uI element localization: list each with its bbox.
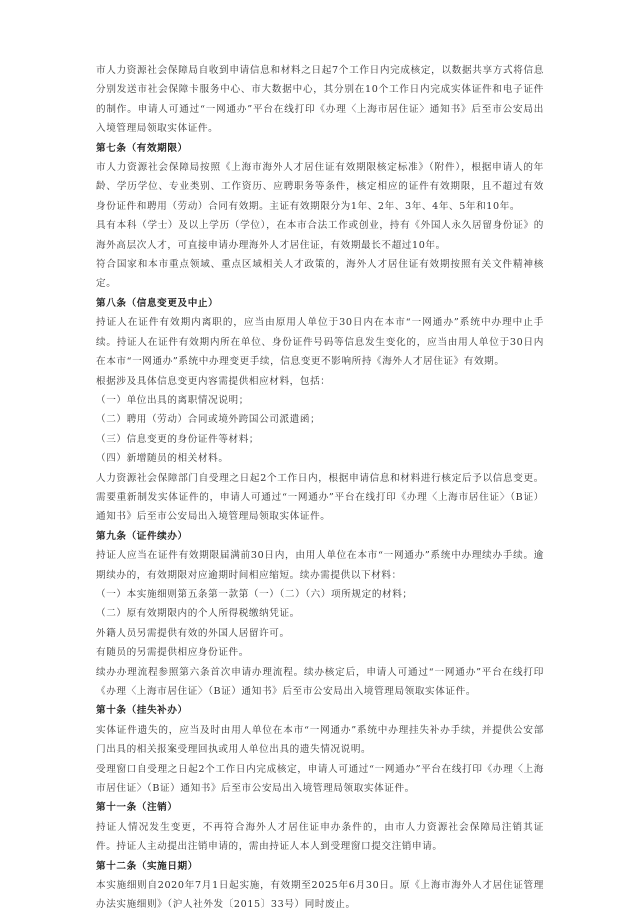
article-10-p1: 实体证件遗失的，应当及时由用人单位在本市“一网通办”系统中办理挂失补办手续，并提供公安部门出具的相关报案受理回执或用人单位出具的遗失情况说明。 <box>96 724 544 756</box>
list-item: （二）聘用（劳动）合同或境外跨国公司派遣函； <box>96 414 321 426</box>
article-11-p1: 持证人情况发生变更，不再符合海外人才居住证申办条件的，由市人力资源社会保障局注销其证件。持证人主动提出注销申请的，需由持证人本人到受理窗口提交注销申请。 <box>96 821 544 853</box>
list-item: （一）本实施细则第五条第一款第（一）（二）（六）项所规定的材料； <box>96 588 413 600</box>
article-7-p2: 具有本科（学士）及以上学历（学位），在本市合法工作或创业，持有《外国人永久居留身份证》的海外高层次人才，可直接申请办理海外人才居住证，有效期最长不超过10年。 <box>96 220 544 251</box>
article-9-p2: 外籍人员另需提供有效的外国人居留许可。 <box>96 627 290 639</box>
article-10-p2: 受理窗口自受理之日起2个工作日内完成核定，申请人可通过“一网通办”平台在线打印《办理〈上海市居住证〉（B证）通知书》后至市公安局出入境管理局领取实体证件。 <box>96 763 544 795</box>
article-8-p1: 持证人在证件有效期内离职的，应当由原用人单位于30日内在本市“一网通办”系统中办理中止手续。持证人在证件有效期内所在单位、身份证件号码等信息发生变化的，应当由用人单位于30日内在本市“一网通办”系统中办理变更手续，信息变更不影响所持《海外人才居住证》有效期。 <box>96 317 544 368</box>
article-8-p2: 根据涉及具体信息变更内容需提供相应材料，包括： <box>96 375 331 387</box>
article-8-p3: 人力资源社会保障部门自受理之日起2个工作日内，根据申请信息和材料进行核定后予以信息变更。需要重新制发实体证件的，申请人可通过“一网通办”平台在线打印《办理〈上海市居住证〉（B证）通知书》后至市公安局出入境管理局领取实体证件。 <box>96 472 544 523</box>
article-8-list <box>96 391 544 469</box>
list-item: （二）原有效期限内的个人所得税缴纳凭证。 <box>96 608 300 620</box>
article-7-title: 第七条（有效期限） <box>96 142 188 154</box>
article-11-title: 第十一条（注销） <box>96 802 178 814</box>
article-9-p1: 持证人应当在证件有效期限届满前30日内，由用人单位在本市“一网通办”系统中办理续办手续。逾期续办的，有效期限对应逾期时间相应缩短。续办需提供以下材料： <box>96 550 544 581</box>
list-item: （三）信息变更的身份证件等材料； <box>96 433 260 445</box>
article-8-title: 第八条（信息变更及中止） <box>96 297 219 309</box>
article-7-p1: 市人力资源社会保障局按照《上海市海外人才居住证有效期限核定标准》（附件），根据申请人的年龄、学历学位、专业类别、工作资历、应聘职务等条件，核定相应的证件有效期限，且不超过有效身份证件和聘用（劳动）合同有效期。主证有效期限分为1年、2年、3年、4年、5年和10年。 <box>96 162 544 212</box>
list-item: （四）新增随员的相关材料。 <box>96 453 229 465</box>
article-9-list <box>96 585 544 624</box>
paragraph-top: 市人力资源社会保障局自收到申请信息和材料之日起7个工作日内完成核定，以数据共享方式将信息分别发送市社会保障卡服务中心、市大数据中心，其分别在10个工作日内完成实体证件和电子证件的制作。申请人可通过“一网通办”平台在线打印《办理〈上海市居住证〉通知书》后至市公安局出入境管理局领取实体证件。 <box>96 65 544 135</box>
article-9-p3: 有随员的另需提供相应身份证件。 <box>96 647 249 659</box>
article-10-title: 第十条（挂失补办） <box>96 705 188 717</box>
article-7-p3: 符合国家和本市重点领域、重点区域相关人才政策的，海外人才居住证有效期按照有关文件精神核定。 <box>96 259 544 290</box>
article-12-p1: 本实施细则自2020年7月1日起实施，有效期至2025年6月30日。原《上海市海外人才居住证管理办法实施细则》（沪人社外发〔2015〕33号）同时废止。 <box>96 880 544 911</box>
list-item: （一）单位出具的离职情况说明； <box>96 394 249 406</box>
article-9-p4: 续办办理流程参照第六条首次申请办理流程。续办核定后，申请人可通过“一网通办”平台在线打印《办理〈上海市居住证〉（B证）通知书》后至市公安局出入境管理局领取实体证件。 <box>96 666 544 697</box>
document-body <box>96 61 544 915</box>
article-9-title: 第九条（证件续办） <box>96 530 188 542</box>
article-12-title: 第十二条（实施日期） <box>96 860 198 872</box>
